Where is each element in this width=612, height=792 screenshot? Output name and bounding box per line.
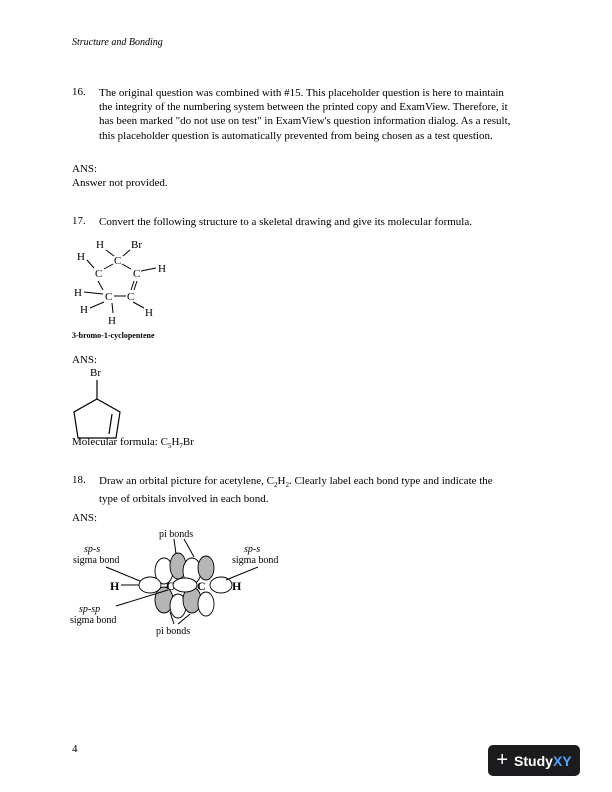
sp-sp-overlap [173,578,197,592]
sp-orbital-lobe [139,577,161,593]
brand-study: Study [514,752,553,769]
p-orbital-lobe [198,556,214,580]
question-17-number: 17. [72,215,86,227]
molecular-formula [72,436,194,450]
atom-c: C [133,268,141,280]
atom-c-left: C [166,579,175,593]
acetylene-orbital-diagram [66,524,296,644]
question-17-ans-label: ANS: [72,354,98,366]
q18-text-before: Draw an orbital picture for acetylene, C [99,475,275,487]
question-18-number: 18. [72,474,86,486]
question-18-text [99,474,511,507]
label-sigma-left: sigma bond [73,555,120,566]
question-16-text: The original question was combined with #15. This placeholder question is here to maintain the integrity of the numbering system between the printed copy and ExamView. Therefore, it has been marked "do not use on test" in ExamView's question information dialog. As a result, this placeholder question is automatically prevented from being chosen as a test question. [99,87,511,142]
formula-carbon: C [160,436,168,448]
brand-xy: XY [552,752,572,769]
formula-hydrogen-count: 7 [179,442,183,451]
structure-caption: 3-bromo-1-cyclopentene [72,331,155,340]
formula-bromine: Br [182,436,194,448]
q18-sub2: 2 [285,481,289,490]
p-orbital-lobe [198,592,214,616]
atom-br: Br [131,239,142,251]
skeletal-br-label: Br [90,367,101,379]
question-16-number: 16. [72,86,86,98]
skeletal-structure [66,364,136,444]
question-17-text: Convert the following structure to a skeletal drawing and give its molecular formula. [99,216,472,228]
label-sigma-spsp: sigma bond [70,615,117,626]
q18-sub1: 2 [274,481,278,490]
label-pi-bonds-bottom: pi bonds [156,626,191,637]
label-sps-right: sp-s [244,544,261,555]
atom-h: H [108,315,116,327]
atom-h: H [80,304,88,316]
label-spsp: sp-sp [79,604,101,615]
atom-h: H [145,307,153,319]
question-18-ans-label: ANS: [72,512,98,524]
formula-hydrogen: H [171,436,180,448]
atom-c: C [127,291,135,303]
atom-h: H [77,251,85,263]
atom-h: H [158,263,166,275]
formula-prefix: Molecular formula: [72,436,161,448]
atom-c: C [95,268,103,280]
running-header: Structure and Bonding [72,37,163,48]
atom-c: C [114,255,122,267]
brand-name [514,753,572,769]
label-pi-bonds-top: pi bonds [159,529,194,540]
question-16-ans-label: ANS: [72,163,98,175]
atom-c: C [105,291,113,303]
atom-h-left: H [110,579,120,593]
studyxy-badge[interactable] [488,745,580,776]
q18-text-after: . Clearly label each bond type and indicate the type of orbitals involved in each bond. [99,475,493,506]
q18-formula-h: H [277,475,286,487]
atom-h: H [96,239,104,251]
atom-c-right: C [197,579,206,593]
label-sigma-right: sigma bond [232,555,279,566]
atom-h: H [74,287,82,299]
condensed-structure-diagram [70,236,190,328]
question-16-answer: Answer not provided. [72,177,168,189]
formula-carbon-count: 5 [167,442,172,451]
atom-h-right: H [232,579,242,593]
label-sps-left: sp-s [84,544,101,555]
page-number: 4 [72,743,78,755]
plus-icon: + [496,748,509,771]
